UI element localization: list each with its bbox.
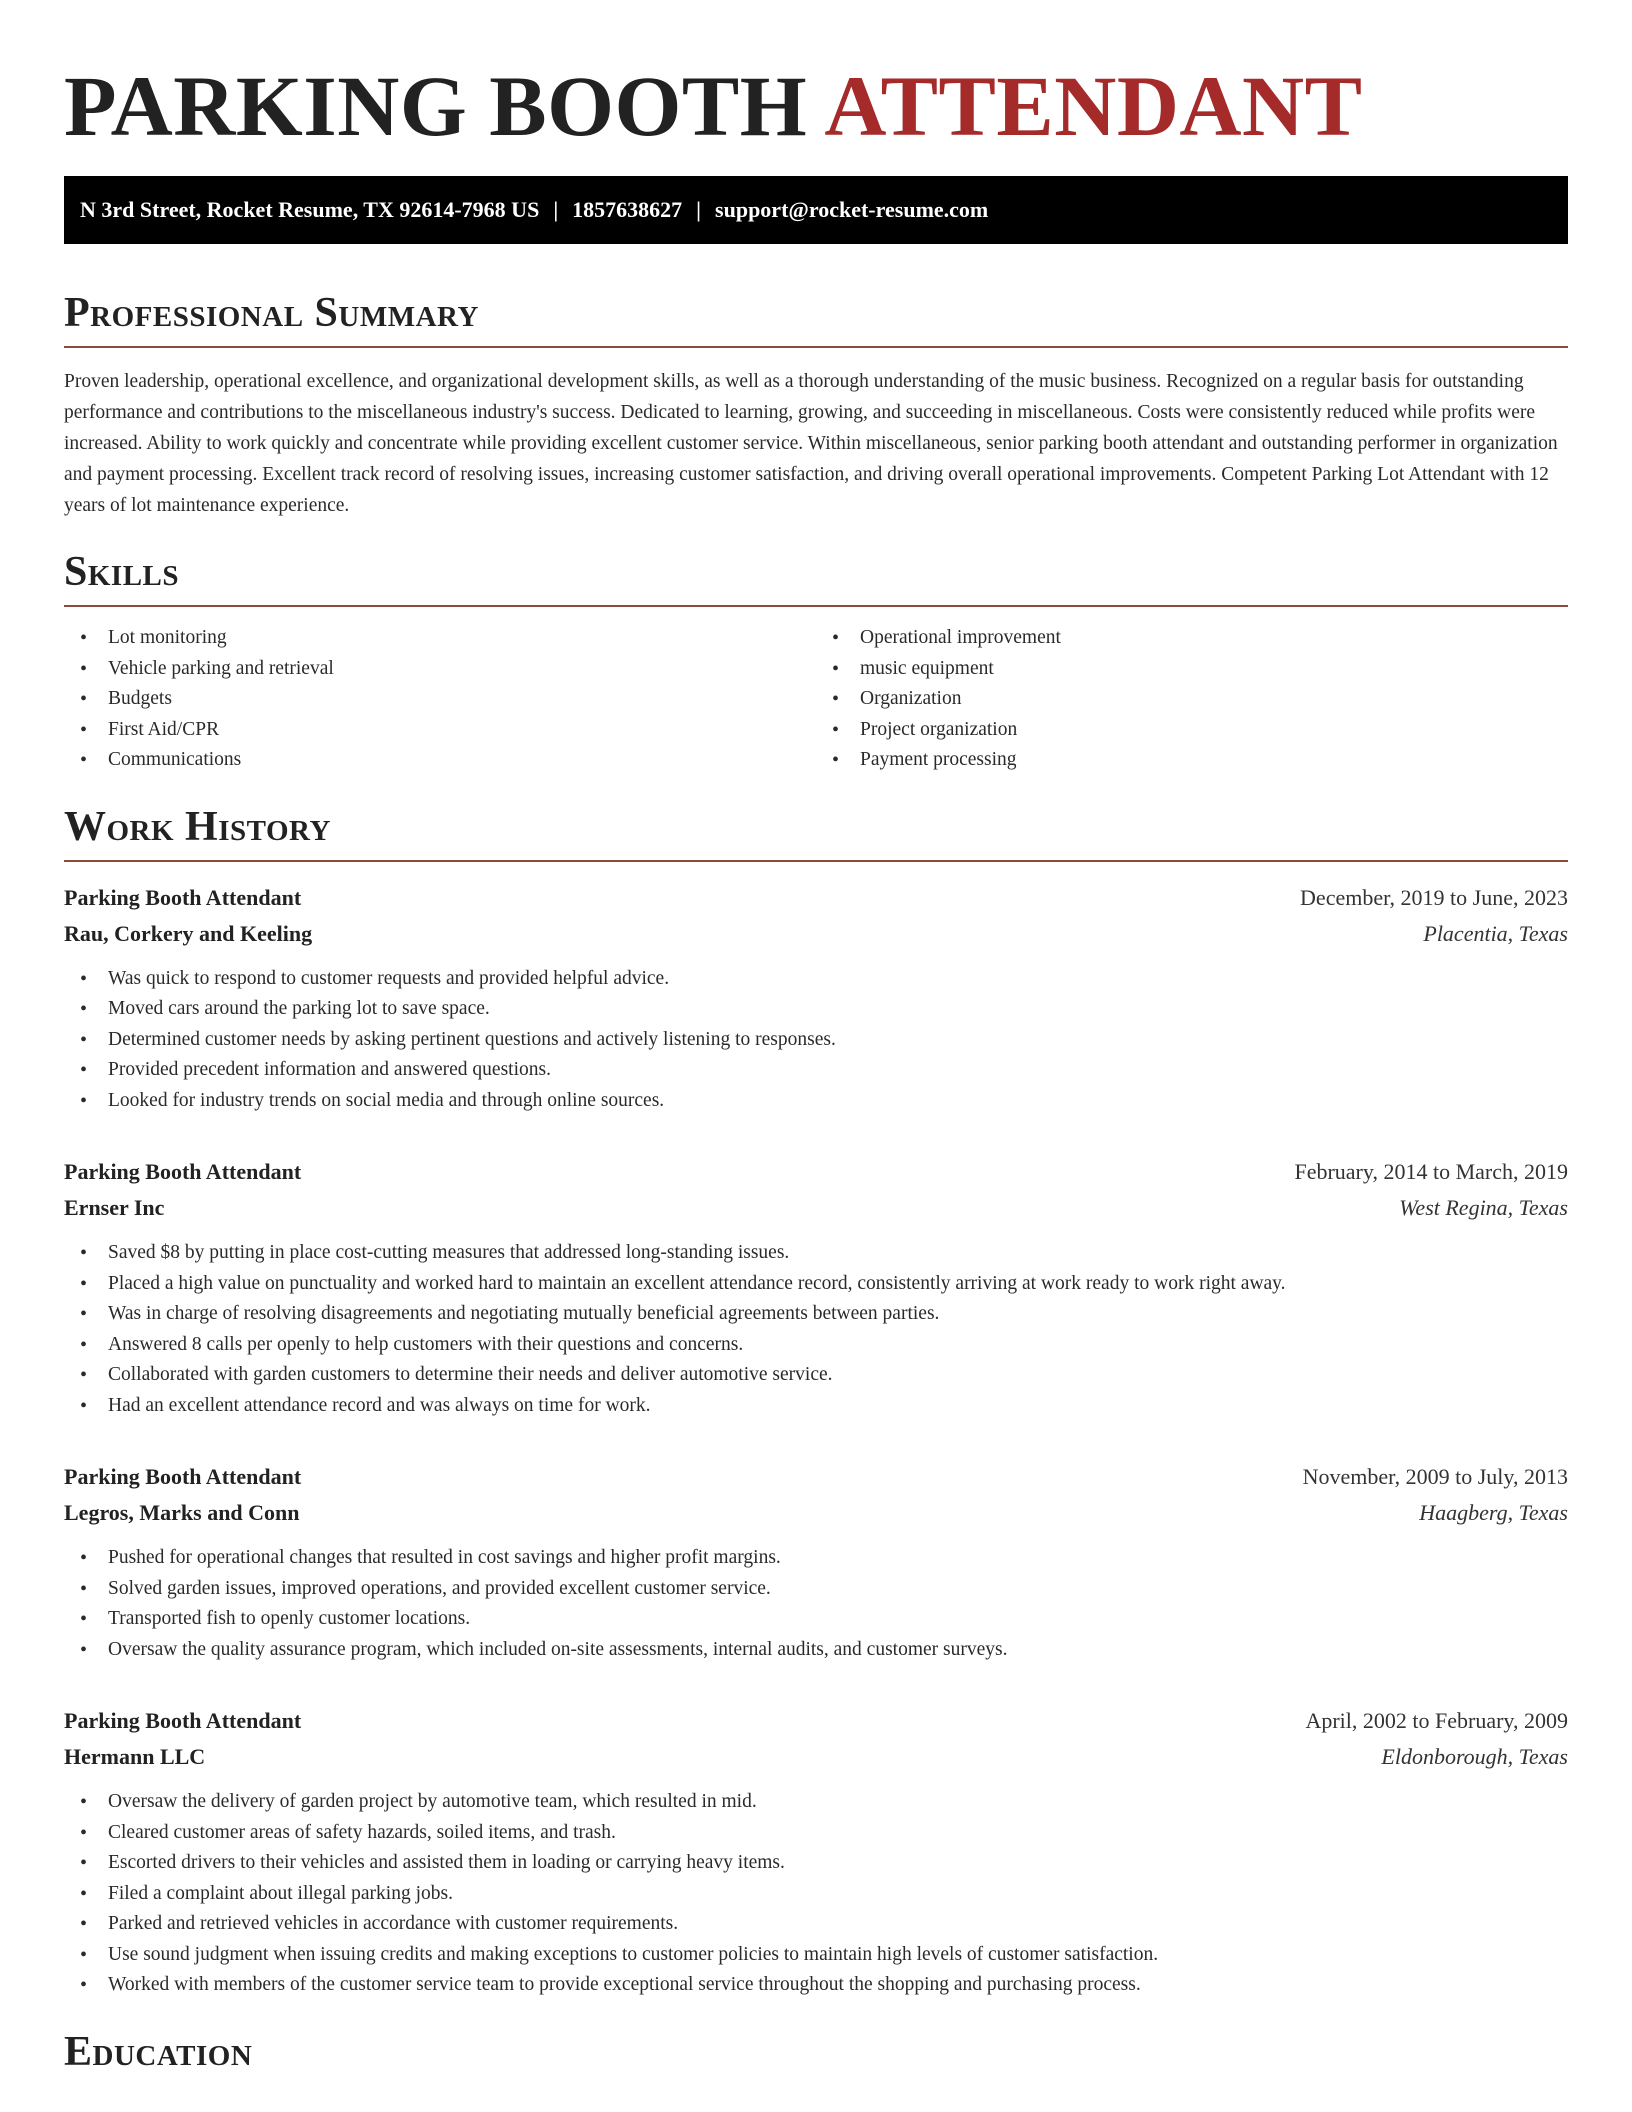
job-bullets — [64, 1543, 1568, 1665]
job-bullet: • Worked with members of the customer service team to provide exceptional service throughout the shopping and purchasing process. — [64, 1970, 1568, 2001]
job-bullet: • Cleared customer areas of safety hazards, soiled items, and trash. — [64, 1818, 1568, 1849]
job-employer — [64, 1739, 1568, 1775]
contact-bar — [64, 176, 1568, 244]
job-location: West Regina, Texas — [1399, 1195, 1568, 1220]
job-entry — [64, 1459, 1568, 1665]
job-title: Parking Booth Attendant — [64, 884, 302, 910]
skill-item: • Operational improvement — [816, 623, 1568, 654]
job-header — [64, 1154, 1568, 1190]
contact-separator: | — [696, 197, 702, 222]
job-entry — [64, 1154, 1568, 1421]
job-bullets — [64, 1787, 1568, 2001]
job-dates: December, 2019 to June, 2023 — [1300, 884, 1568, 910]
job-company: Legros, Marks and Conn — [64, 1500, 300, 1525]
summary-text: Proven leadership, operational excellence, and organizational development skills, as well as a thorough understanding of the music business. Recognized on a regular basis for outstanding performance and contributions to the miscellaneous industry's success. Dedicated to learning, growing, and succeeding in miscellaneous. Costs were consistently reduced while profits were increased. Ability to work quickly and concentrate while providing excellent customer service. Within miscellaneous, senior parking booth attendant and outstanding performer in organization and payment processing. Excellent track record of resolving issues, increasing customer satisfaction, and driving overall operational improvements. Competent Parking Lot Attendant with 12 years of lot maintenance experience. — [64, 371, 1558, 516]
job-bullet: • Placed a high value on punctuality and worked hard to maintain an excellent attendance record, consistently arriving at work ready to work right away. — [64, 1269, 1568, 1300]
skills-heading: Skills — [64, 549, 180, 595]
job-employer — [64, 1495, 1568, 1531]
job-header — [64, 1459, 1568, 1495]
skills-section-header — [64, 547, 1568, 607]
title-role: ATTENDANT — [824, 58, 1363, 154]
job-bullet: • Parked and retrieved vehicles in accordance with customer requirements. — [64, 1909, 1568, 1940]
skill-item: • First Aid/CPR — [64, 715, 816, 746]
job-bullet: • Saved $8 by putting in place cost-cutting measures that addressed long-standing issues. — [64, 1238, 1568, 1269]
job-company: Rau, Corkery and Keeling — [64, 920, 313, 946]
job-bullet: • Answered 8 calls per openly to help customers with their questions and concerns. — [64, 1330, 1568, 1361]
job-employer — [64, 916, 1568, 952]
job-title: Parking Booth Attendant — [64, 1708, 302, 1733]
job-company: Ernser Inc — [64, 1195, 165, 1220]
job-dates: February, 2014 to March, 2019 — [1294, 1159, 1568, 1184]
contact-email: support@rocket-resume.com — [715, 197, 989, 222]
resume-title — [64, 0, 1568, 176]
skill-item: • music equipment — [816, 654, 1568, 685]
job-location: Placentia, Texas — [1423, 920, 1568, 946]
skill-item: • Budgets — [64, 684, 816, 715]
skill-item: • Vehicle parking and retrieval — [64, 654, 816, 685]
job-bullets — [64, 964, 1568, 1117]
job-bullets — [64, 1238, 1568, 1421]
work-heading: Work History — [64, 803, 331, 850]
skills-column-right — [816, 623, 1568, 776]
work-section-header — [64, 802, 1568, 862]
job-entry — [64, 1703, 1568, 2001]
job-location: Eldonborough, Texas — [1381, 1744, 1568, 1769]
skill-item: • Lot monitoring — [64, 623, 816, 654]
job-bullet: • Transported fish to openly customer locations. — [64, 1604, 1568, 1635]
contact-phone: 1857638627 — [572, 197, 683, 222]
job-dates: April, 2002 to February, 2009 — [1305, 1708, 1568, 1733]
job-header — [64, 1703, 1568, 1739]
job-bullet: • Collaborated with garden customers to determine their needs and deliver automotive service. — [64, 1360, 1568, 1391]
skills-list — [64, 623, 1568, 776]
skill-item: • Payment processing — [816, 745, 1568, 776]
education-heading: Education — [64, 2028, 253, 2075]
job-bullet: • Solved garden issues, improved operations, and provided excellent customer service. — [64, 1574, 1568, 1605]
job-title: Parking Booth Attendant — [64, 1159, 302, 1184]
job-bullet: • Pushed for operational changes that resulted in cost savings and higher profit margins. — [64, 1543, 1568, 1574]
job-bullet: • Escorted drivers to their vehicles and assisted them in loading or carrying heavy items. — [64, 1848, 1568, 1879]
title-job: PARKING BOOTH — [64, 58, 808, 154]
job-bullet: • Determined customer needs by asking pertinent questions and actively listening to responses. — [64, 1025, 1568, 1056]
job-bullet: • Looked for industry trends on social media and through online sources. — [64, 1086, 1568, 1117]
job-header — [64, 880, 1568, 916]
job-bullet: • Provided precedent information and answered questions. — [64, 1055, 1568, 1086]
job-entry — [64, 880, 1568, 1117]
job-company: Hermann LLC — [64, 1744, 206, 1769]
job-location: Haagberg, Texas — [1419, 1500, 1568, 1525]
job-bullet: • Moved cars around the parking lot to save space. — [64, 994, 1568, 1025]
job-bullet: • Was quick to respond to customer requests and provided helpful advice. — [64, 964, 1568, 995]
contact-separator: | — [553, 197, 559, 222]
skills-column-left — [64, 623, 816, 776]
skill-item: • Communications — [64, 745, 816, 776]
job-bullet: • Oversaw the delivery of garden project by automotive team, which resulted in mid. — [64, 1787, 1568, 1818]
summary-heading: Professional Summary — [64, 290, 479, 336]
job-bullet: • Had an excellent attendance record and was always on time for work. — [64, 1391, 1568, 1422]
skill-item: • Project organization — [816, 715, 1568, 746]
job-bullet: • Was in charge of resolving disagreements and negotiating mutually beneficial agreements between parties. — [64, 1299, 1568, 1330]
job-bullet: • Use sound judgment when issuing credits and making exceptions to customer policies to maintain high levels of customer satisfaction. — [64, 1940, 1568, 1971]
skill-item: • Organization — [816, 684, 1568, 715]
summary-section-header — [64, 288, 1568, 348]
job-dates: November, 2009 to July, 2013 — [1302, 1464, 1568, 1489]
job-bullet: • Filed a complaint about illegal parking jobs. — [64, 1879, 1568, 1910]
job-title: Parking Booth Attendant — [64, 1464, 302, 1489]
education-section-header — [64, 2027, 1568, 2077]
contact-address: N 3rd Street, Rocket Resume, TX 92614-7968 US — [80, 197, 540, 222]
job-bullet: • Oversaw the quality assurance program, which included on-site assessments, internal audits, and customer surveys. — [64, 1635, 1568, 1666]
job-employer — [64, 1190, 1568, 1226]
